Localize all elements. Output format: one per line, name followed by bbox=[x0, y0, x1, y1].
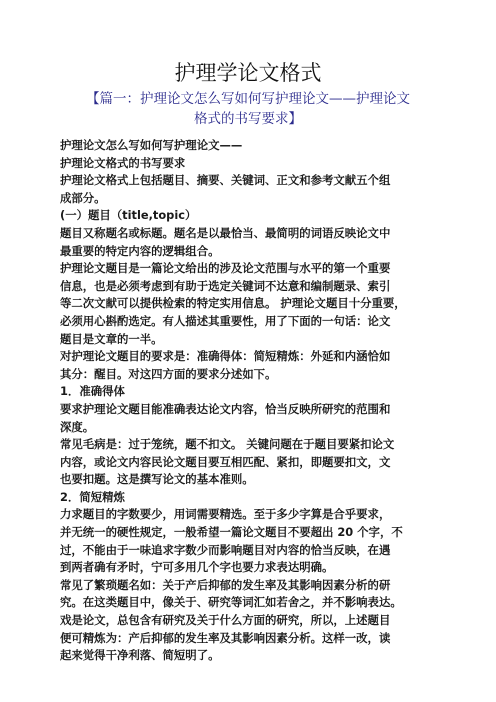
document-body bbox=[60, 137, 438, 665]
body-line: 必须用心斟酌选定。有人描述其重要性，用了下面的一句话：论文 bbox=[60, 313, 391, 328]
body-line: 等二次文献可以提供检索的特定实用信息。 护理论文题目十分重要， bbox=[60, 296, 406, 311]
body-line: 护理论文题目是一篇论文给出的涉及论文范围与水平的第一个重要 bbox=[60, 261, 391, 276]
body-line: 起来觉得干净利落、简短明了。 bbox=[60, 648, 220, 663]
body-line: 护理论文怎么写如何写护理论文—— bbox=[60, 138, 243, 152]
body-line: 题目是文章的一半。 bbox=[60, 331, 163, 346]
body-line: 也要扣题。这是撰写论文的基本准则。 bbox=[60, 472, 254, 487]
body-line: 深度。 bbox=[60, 419, 95, 434]
document-title: 护理学论文格式 bbox=[174, 61, 322, 85]
body-line: 过，不能由于一味追求字数少而影响题目对内容的恰当反映，在遇 bbox=[60, 542, 391, 557]
body-line: 内容，或论文内容民论文题目要互相匹配、紧扣，即题要扣文，文 bbox=[60, 454, 391, 469]
body-line: 究。在这类题目中，像关于、研究等词汇如若舍之，并不影响表达。 bbox=[60, 595, 402, 610]
body-line: 并无统一的硬性规定，一般希望一篇论文题目不要超出 20 个字，不 bbox=[60, 525, 403, 540]
body-line: 要求护理论文题目能准确表达论文内容，恰当反映所研究的范围和 bbox=[60, 401, 391, 416]
body-line: 最重要的特定内容的逻辑组合。 bbox=[60, 243, 220, 258]
body-line: 力求题目的字数要少，用词需要精选。至于多少字算是合乎要求， bbox=[60, 507, 391, 522]
subtitle-line: 格式的书写要求】 bbox=[194, 111, 302, 127]
document-subtitle bbox=[60, 89, 436, 129]
body-line: (一）题目（title,topic） bbox=[60, 208, 197, 223]
body-line: 其分：醒目。对这四方面的要求分述如下。 bbox=[60, 366, 277, 381]
body-line: 成部分。 bbox=[60, 190, 106, 205]
body-line: 信息，也是必须考虑到有助于选定关键词不达意和编制题录、索引 bbox=[60, 278, 391, 293]
body-line: 2．简短精炼 bbox=[60, 489, 125, 504]
body-line: 护理论文格式的书写要求 bbox=[60, 155, 186, 170]
body-line: 1．准确得体 bbox=[60, 384, 125, 399]
body-line: 到两者确有矛时，宁可多用几个字也要力求表达明确。 bbox=[60, 560, 334, 575]
body-line: 戏是论文，总包含有研究及关于什么方面的研究，所以，上述题目 bbox=[60, 613, 391, 628]
body-line: 护理论文格式上包括题目、摘要、关键词、正文和参考文献五个组 bbox=[60, 173, 391, 188]
subtitle-line: 【篇一：护理论文怎么写如何写护理论文——护理论文 bbox=[86, 91, 410, 107]
body-line: 常见了繁琐题名如：关于产后抑郁的发生率及其影响因素分析的研 bbox=[60, 577, 391, 592]
body-line: 题目又称题名或标题。题名是以最恰当、最简明的词语反映论文中 bbox=[60, 225, 391, 240]
body-line: 常见毛病是：过于笼统，题不扣文。 关键问题在于题目要紧扣论文 bbox=[60, 437, 395, 452]
body-line: 便可精炼为：产后抑郁的发生率及其影响因素分析。这样一改，读 bbox=[60, 630, 391, 645]
body-line: 对护理论文题目的要求是：准确得体：简短精炼：外延和内涵恰如 bbox=[60, 349, 391, 364]
